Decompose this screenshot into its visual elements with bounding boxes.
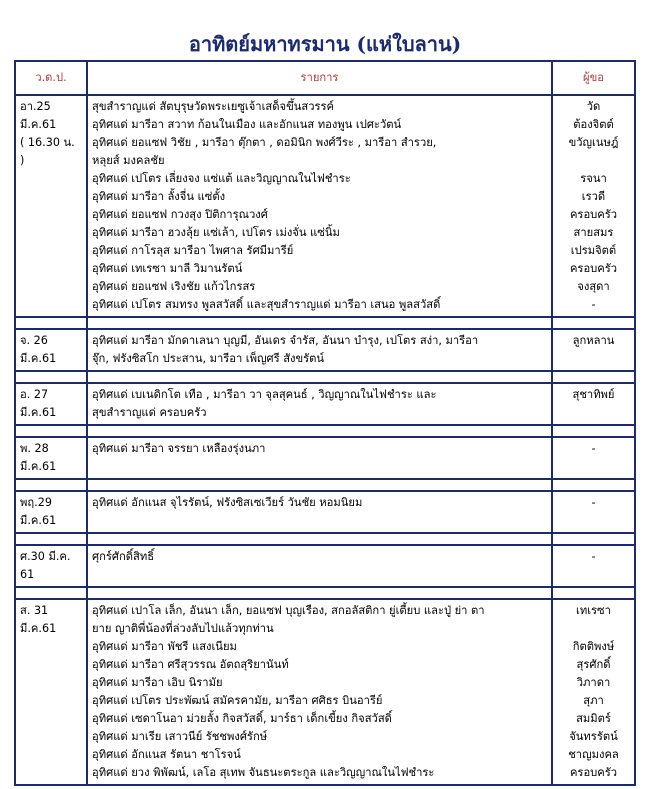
requester-name: ลูกหลาน <box>572 334 615 347</box>
requester-name: เรวดี <box>581 190 606 203</box>
table-row <box>15 545 635 587</box>
table-row <box>15 599 635 785</box>
requester-name: วัด <box>586 100 601 113</box>
intention-line: อุทิศแด่ ยอแซฟ เริงชัย แก้วไกรสร <box>92 280 256 293</box>
requester-name: ต้องจิตต์ <box>573 118 614 131</box>
intention-line: จุ๊ก, ฟรังซิสโก ประสาน, มารีอา เพ็ญศรี สังขรัตน์ <box>92 352 325 365</box>
requester-name: สุชาทิพย์ <box>572 388 615 401</box>
requester-name: วิภาดา <box>576 676 611 689</box>
items-cell <box>87 95 552 317</box>
intention-line: ศุกร์ศักดิ์สิทธิ์ <box>92 550 155 563</box>
intention-line: อุทิศแด่ เซดาโนอา ม่วยลั้ง กิจสวัสดิ์, มาร์ธา เด็กเขี้ยง กิจสวัสดิ์ <box>92 712 392 725</box>
requester-name <box>557 620 630 638</box>
items-cell <box>87 545 552 587</box>
date-cell: พ. 28 มี.ค.61 <box>15 437 87 479</box>
page-title: อาทิตย์มหาทรมาน (แห่ใบลาน) <box>188 32 462 56</box>
intention-line: อุทิศแด่ ยวง พิพัฒน์, เลโอ สุเทพ จันธนะตระกูล และวิญญาณในไฟชำระ <box>92 766 435 779</box>
intention-line: หลุยส์ มงคลชัย <box>92 154 165 167</box>
intention-line: อุทิศแด่ กาโรลุส มารีอา ไพศาล รัศมีมารีย์ <box>92 244 294 257</box>
row-spacer <box>15 317 635 329</box>
table-row <box>15 383 635 425</box>
intention-line: อุทิศแด่ ยอแซฟ กวงสุง ปิติการุณวงศ์ <box>92 208 268 221</box>
date-cell: ศ.30 มี.ค. 61 <box>15 545 87 587</box>
intention-line: อุทิศแด่ เทเรซา มาลี วิมานรัตน์ <box>92 262 243 275</box>
table-row <box>15 491 635 533</box>
date-cell: อา.25 มี.ค.61 ( 16.30 น. ) <box>15 95 87 317</box>
requester-name: สมมิตร์ <box>576 712 611 725</box>
intention-line: อุทิศแด่ มาเรีย เสาวนีย์ รัชชพงศ์รักษ์ <box>92 730 268 743</box>
mass-intention-table <box>14 60 636 786</box>
requester-cell <box>552 383 635 425</box>
requester-name: จันทรรัตน์ <box>569 730 618 743</box>
intention-line: อุทิศแด่ เปาโล เล็ก, อันนา เล็ก, ยอแซฟ บุญเรือง, สกอลัสติกา ยู่เตี้ยบ และปู่ ย่า ตา <box>92 604 485 617</box>
date-cell: จ. 26 มี.ค.61 <box>15 329 87 371</box>
requester-name: ขวัญเนษฎ์ <box>568 136 619 149</box>
requester-header: ผู้ขอ <box>552 61 635 95</box>
requester-cell <box>552 599 635 785</box>
intention-line: อุทิศแด่ อักแนส จุไรรัตน์, ฟรังซิสเซเวียร์ วันชัย หอมนิยม <box>92 496 363 509</box>
intention-line: อุทิศแด่ มารีอา ศรีสุวรรณ อัตถสุริยานันท์ <box>92 658 289 671</box>
intention-line: อุทิศแด่ เบเนดิกโต เทือ , มารีอา วา จุลสุคนธ์ , วิญญาณในไฟชำระ และ <box>92 388 437 401</box>
requester-cell <box>552 437 635 479</box>
requester-name: สุภา <box>583 694 604 707</box>
date-header: ว.ด.ป. <box>15 61 87 95</box>
intention-line: สุขสำราญแด่ สัตบุรุษวัดพระเยซูเจ้าเสด็จขึ้นสวรรค์ <box>92 100 334 113</box>
requester-name: กิตติพงษ์ <box>572 640 615 653</box>
intention-line: อุทิศแด่ ยอแซฟ วิชัย , มารีอา ตุ๊กตา , ดอมินิก พงศ์วีระ , มารีอา สำรวย, <box>92 136 437 149</box>
requester-name: - <box>591 298 596 311</box>
requester-cell <box>552 95 635 317</box>
requester-name: ครอบครัว <box>569 766 618 779</box>
intention-line: อุทิศแด่ มารีอา เอิบ นิรามัย <box>92 676 223 689</box>
date-cell: พฤ.29 มี.ค.61 <box>15 491 87 533</box>
table-body <box>15 95 635 785</box>
row-spacer <box>15 533 635 545</box>
intention-line: อุทิศแด่ มารีอา จรรยา เหลืองรุ่งนภา <box>92 442 266 455</box>
items-cell <box>87 329 552 371</box>
intention-line: อุทิศแด่ มารีอา สวาท ก้อนในเมือง และอักแนส ทองพูน เปศะวัตน์ <box>92 118 402 131</box>
items-cell <box>87 491 552 533</box>
date-cell: อ. 27 มี.ค.61 <box>15 383 87 425</box>
table-row <box>15 437 635 479</box>
requester-cell <box>552 491 635 533</box>
intention-line: อุทิศแด่ เปโตร สมทรง พูลสวัสดิ์ และสุขสำราญแด่ มารีอา เสนอ พูลสวัสดิ์ <box>92 298 441 311</box>
intention-line: อุทิศแด่ มารีอา พัชรี แสงเนียม <box>92 640 237 653</box>
table-row <box>15 95 635 317</box>
table-header-row <box>15 61 635 95</box>
requester-cell <box>552 329 635 371</box>
requester-name <box>557 152 630 170</box>
requester-name: ครอบครัว <box>569 208 618 221</box>
requester-name: - <box>591 442 596 455</box>
intention-line: อุทิศแด่ อักแนส รัตนา ชาโรจน์ <box>92 748 241 761</box>
row-spacer <box>15 479 635 491</box>
items-cell <box>87 599 552 785</box>
intention-line: อุทิศแด่ มารีอา ฮวงลุ้ย แซ่เล้า, เปโตร เม่งจั่น แซ่นิ้ม <box>92 226 340 239</box>
requester-name: - <box>591 550 596 563</box>
requester-name: สุรศักดิ์ <box>576 658 611 671</box>
row-spacer <box>15 425 635 437</box>
items-cell <box>87 383 552 425</box>
intention-line: สุขสำราญแด่ ครอบครัว <box>92 406 207 419</box>
requester-name: สายสมร <box>573 226 614 239</box>
intention-line: อุทิศแด่ มารีอา มักดาเลนา บุญมี, อันเดร จำรัส, อันนา บำรุง, เปโตร สง่า, มารีอา <box>92 334 479 347</box>
table-row <box>15 329 635 371</box>
date-cell: ส. 31 มี.ค.61 <box>15 599 87 785</box>
requester-name: เปรมจิตต์ <box>570 244 617 257</box>
requester-cell <box>552 545 635 587</box>
intention-line: อุทิศแด่ เปโตร เลี่ยงจง แซ่แต้ และวิญญาณในไฟชำระ <box>92 172 351 185</box>
requester-name: จงสุดา <box>577 280 610 293</box>
row-spacer <box>15 371 635 383</box>
requester-name: รจนา <box>580 172 607 185</box>
requester-name: เทเรซา <box>576 604 611 617</box>
intention-line: อุทิศแด่ เปโตร ประพัฒน์ สมัครคามัย, มารีอา ศศิธร บินอารีย์ <box>92 694 383 707</box>
items-cell <box>87 437 552 479</box>
requester-name: ชาญมงคล <box>568 748 619 761</box>
requester-name: ครอบครัว <box>569 262 618 275</box>
intention-line: อุทิศแด่ มารีอา ลั้งจี่น แซ่ตั้ง <box>92 190 226 203</box>
requester-name: - <box>591 496 596 509</box>
items-header: รายการ <box>87 61 552 95</box>
row-spacer <box>15 587 635 599</box>
intention-line: ยาย ญาติพี่น้องที่ล่วงลับไปแล้วทุกท่าน <box>92 622 274 635</box>
